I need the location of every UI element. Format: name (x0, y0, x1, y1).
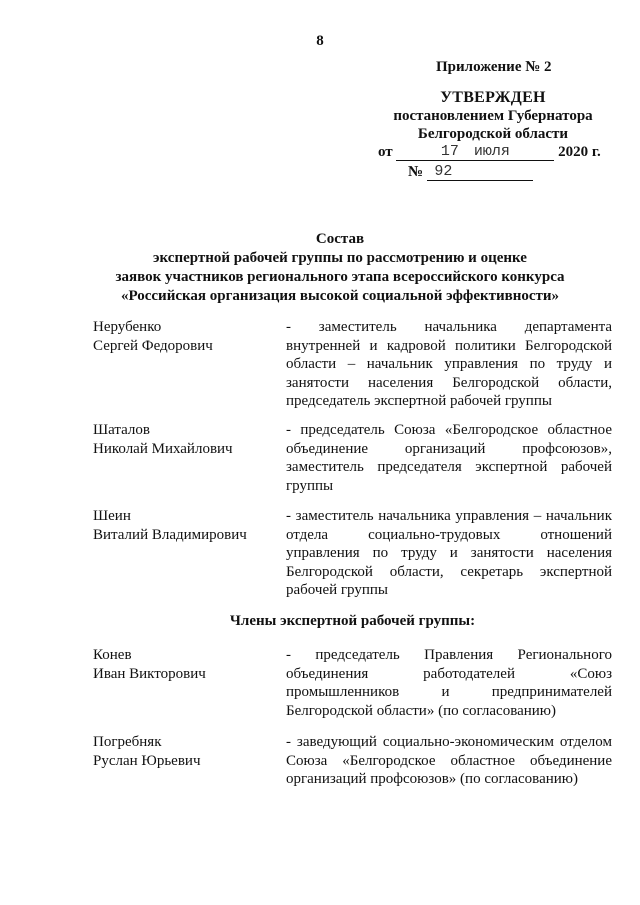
date-month: июля (473, 143, 510, 160)
date-prefix: от (378, 144, 393, 160)
date-day: 17 (440, 143, 459, 160)
person-name (93, 421, 278, 458)
given-name: Руслан Юрьевич (93, 752, 201, 769)
number-value: 92 (434, 163, 453, 180)
given-name: Иван Викторович (93, 665, 206, 682)
person-role: - заведующий социально-экономическим отделом Союза «Белгородское областное объединение организаций профсоюзов» (по согласованию) (286, 734, 612, 787)
given-name: Николай Михайлович (93, 440, 233, 457)
title-line-4: «Российская организация высокой социальной эффективности» (120, 288, 560, 304)
approval-block (376, 89, 610, 143)
decree-line-1: постановлением Губернатора (393, 108, 593, 124)
person-role: - заместитель начальника департамента внутренней и кадровой политики Белгородской области – начальник управления по труду и занятости населения Белгородской области, председатель экспертной рабочей группы (286, 319, 612, 409)
title-line-1: Состав (315, 231, 365, 247)
title-line-3: заявок участников регионального этапа всероссийского конкурса (115, 269, 565, 285)
person-name (93, 507, 278, 544)
person-name (93, 318, 278, 355)
person-role: - председатель Правления Регионального объединения работодателей «Союз промышленников и предпринимателей Белгородской области» (по согласованию) (286, 647, 612, 719)
title-line-2: экспертной рабочей группы по рассмотрению и оценке (153, 250, 527, 266)
decree-number (408, 163, 533, 181)
surname: Погребняк (93, 734, 162, 750)
surname: Шеин (93, 508, 131, 524)
date-field (396, 143, 554, 161)
decree-date (378, 143, 601, 161)
members-heading: Члены экспертной рабочей группы: (229, 613, 476, 629)
given-name: Сергей Федорович (93, 337, 213, 354)
person-name (93, 646, 278, 683)
number-prefix: № (408, 164, 424, 180)
surname: Конев (93, 647, 132, 663)
person-name (93, 733, 278, 770)
decree-line-2: Белгородской области (417, 126, 569, 142)
number-field (427, 163, 533, 181)
person-role: - председатель Союза «Белгородское областное объединение организаций профсоюзов», заместитель председателя экспертной рабочей группы (286, 422, 612, 494)
given-name: Виталий Владимирович (93, 526, 247, 543)
surname: Шаталов (93, 422, 150, 438)
surname: Нерубенко (93, 319, 162, 335)
approved-label: УТВЕРЖДЕН (440, 89, 546, 106)
page-number: 8 (316, 33, 324, 49)
document-title (40, 230, 640, 306)
appendix-label: Приложение № 2 (436, 59, 552, 75)
date-year: 2020 г. (558, 144, 601, 160)
person-role: - заместитель начальника управления – начальник отдела социально-трудовых отношений управления по труду и занятости населения Белгородской области, секретарь экспертной рабочей группы (286, 508, 612, 598)
